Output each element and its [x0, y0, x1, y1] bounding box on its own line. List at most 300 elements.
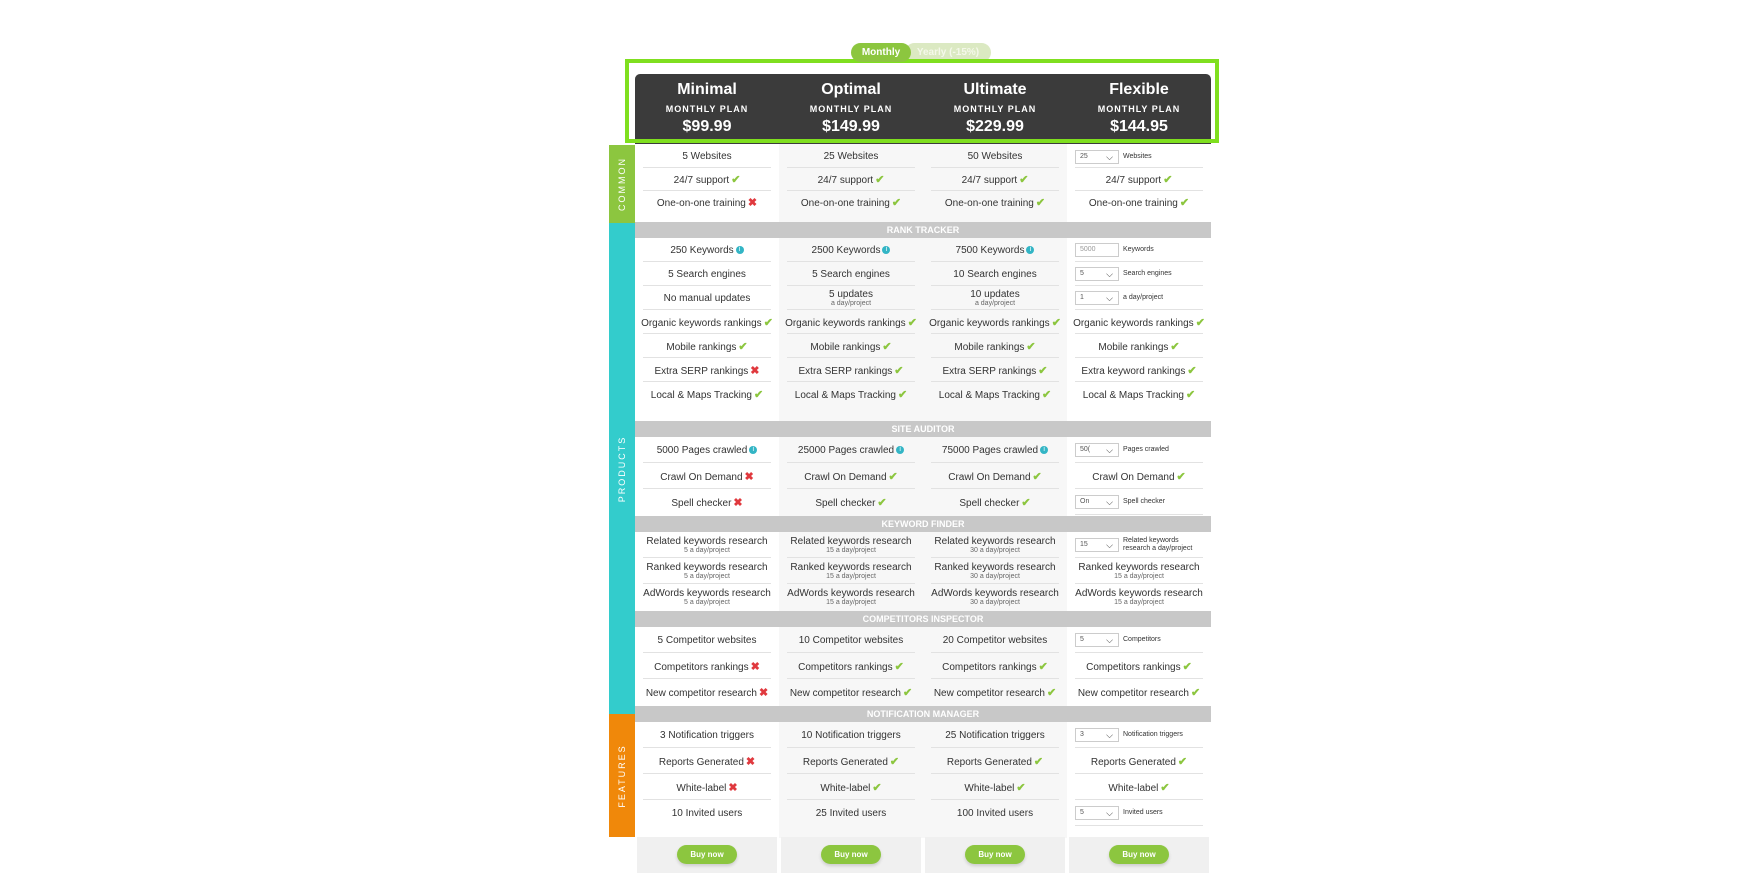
yearly-toggle[interactable]: Yearly (-15%) — [905, 43, 991, 62]
cell-keywords — [635, 238, 779, 262]
feature-text: White-label — [1108, 782, 1159, 794]
cell-local — [779, 382, 923, 406]
cell-new_research — [779, 679, 923, 705]
feature-text: 24/7 support — [961, 175, 1018, 186]
flexible-updates-select[interactable] — [1075, 291, 1119, 305]
cell-label — [674, 173, 741, 186]
cell-organic — [1067, 310, 1211, 334]
feature-text: 7500 Keywords — [955, 244, 1025, 256]
check-icon: ✔ — [1177, 755, 1188, 768]
check-icon: ✔ — [894, 364, 904, 377]
cell-label — [646, 536, 767, 547]
plan-period: MONTHLY PLAN — [809, 104, 893, 114]
plan-name: Minimal — [677, 81, 737, 98]
feature-subtext: 15 a day/project — [826, 572, 876, 580]
cell-spell — [635, 489, 779, 515]
cell-users — [779, 800, 923, 826]
cell-label — [1108, 781, 1169, 794]
chevron-down-icon: ⌵ — [1106, 808, 1113, 818]
feature-text: Related keywords research — [790, 535, 912, 547]
flexible-triggers-label: Notification triggers — [1123, 731, 1183, 738]
cell-users — [923, 800, 1067, 826]
feature-subtext: a day/project — [830, 299, 872, 307]
cross-icon: ✖ — [733, 496, 743, 509]
info-icon[interactable]: i — [736, 246, 744, 254]
feature-text: AdWords keywords research — [1075, 587, 1203, 599]
feature-text: Reports Generated — [1090, 756, 1176, 768]
cell-updates — [779, 286, 923, 310]
feature-text: One-on-one training — [800, 198, 890, 209]
feature-text: One-on-one training — [944, 198, 1034, 209]
cell-comp_rankings — [635, 653, 779, 679]
plan-price: $149.99 — [822, 118, 880, 135]
cell-adwords — [1067, 584, 1211, 610]
cell-mobile — [779, 334, 923, 358]
group-label: COMMON — [617, 157, 627, 211]
feature-text: 10 Invited users — [671, 807, 743, 819]
check-icon: ✔ — [1187, 364, 1197, 377]
feature-text: White-label — [820, 782, 871, 794]
cell-whitelabel — [635, 774, 779, 800]
feature-text: New competitor research — [1077, 687, 1189, 699]
group-products — [609, 223, 635, 714]
check-icon: ✔ — [753, 388, 764, 401]
info-icon[interactable]: i — [749, 446, 757, 454]
feature-text: Mobile rankings — [954, 341, 1025, 353]
feature-subtext: 30 a day/project — [970, 598, 1020, 606]
chevron-down-icon: ⌵ — [1106, 497, 1113, 507]
feature-text: Organic keywords rankings — [1073, 317, 1194, 329]
feature-text: Spell checker — [671, 497, 732, 509]
flexible-keywords-label: Keywords — [1123, 246, 1154, 253]
feature-text: White-label — [964, 782, 1015, 794]
cell-label — [939, 388, 1051, 401]
cell-label — [824, 151, 879, 162]
check-icon: ✔ — [897, 388, 908, 401]
row-divider — [1075, 825, 1203, 826]
check-icon: ✔ — [902, 686, 913, 699]
feature-text: 24/7 support — [817, 175, 874, 186]
cell-label — [1091, 755, 1187, 768]
cell-label — [785, 316, 917, 329]
cell-label — [659, 755, 755, 768]
cell-label — [787, 588, 915, 599]
info-icon[interactable]: i — [1040, 446, 1048, 454]
feature-text: Crawl On Demand — [660, 471, 743, 483]
cell-label — [801, 730, 901, 741]
feature-subtext: 5 a day/project — [684, 598, 730, 606]
cell-engines — [923, 262, 1067, 286]
cell-label — [934, 536, 1055, 547]
select-value: 3 — [1080, 731, 1084, 738]
cell-triggers — [635, 722, 779, 748]
feature-text: 10 updates — [970, 288, 1020, 300]
flexible-search_engines-select[interactable] — [1075, 267, 1119, 281]
feature-text: 5 updates — [829, 288, 873, 300]
check-icon: ✔ — [894, 660, 904, 673]
cell-adwords — [635, 584, 779, 610]
feature-text: Local & Maps Tracking — [794, 389, 896, 401]
cell-label — [818, 173, 885, 186]
cell-crawl — [779, 463, 923, 489]
feature-text: 10 Competitor websites — [798, 634, 904, 646]
cross-icon: ✖ — [728, 781, 738, 794]
flexible-users-select[interactable] — [1075, 806, 1119, 820]
section-header-keyword-finder: KEYWORD FINDER — [635, 516, 1211, 532]
check-icon: ✔ — [1016, 781, 1026, 794]
feature-text: New competitor research — [933, 687, 1045, 699]
cell-label — [943, 635, 1048, 646]
cell-new_research — [635, 679, 779, 705]
cell-local — [1067, 382, 1211, 406]
feature-text: 10 Notification triggers — [801, 729, 901, 741]
feature-text: 25 Notification triggers — [945, 729, 1045, 741]
info-icon[interactable]: i — [896, 446, 904, 454]
select-value: On — [1080, 498, 1090, 505]
cell-organic — [635, 310, 779, 334]
check-icon: ✔ — [1041, 388, 1052, 401]
cell-engines — [779, 262, 923, 286]
cell-serp — [1067, 358, 1211, 382]
feature-text: Crawl On Demand — [948, 471, 1031, 483]
select-value: 5 — [1080, 809, 1084, 816]
monthly-toggle[interactable]: Monthly — [851, 43, 911, 62]
cell-training — [923, 191, 1067, 214]
feature-subtext: a day/project — [974, 299, 1016, 307]
cell-websites — [923, 145, 1067, 168]
cell-label — [1075, 588, 1203, 599]
check-icon: ✔ — [1026, 340, 1036, 353]
check-icon: ✔ — [1021, 496, 1031, 509]
cell-label — [799, 635, 904, 646]
feature-text: Mobile rankings — [810, 341, 881, 353]
check-icon: ✔ — [872, 781, 882, 794]
feature-text: 5 Search engines — [668, 268, 746, 280]
cell-new_research — [923, 679, 1067, 705]
cell-label — [942, 660, 1048, 673]
feature-text: Crawl On Demand — [804, 471, 887, 483]
feature-text: Competitors rankings — [1086, 661, 1181, 673]
feature-text: Organic keywords rankings — [929, 317, 1050, 329]
cell-label — [790, 562, 911, 573]
feature-text: 20 Competitor websites — [942, 634, 1048, 646]
cell-label — [795, 388, 907, 401]
cell-label — [666, 340, 747, 353]
feature-text: Competitors rankings — [798, 661, 893, 673]
cell-label — [962, 173, 1029, 186]
feature-text: White-label — [676, 782, 727, 794]
buy-now-button[interactable]: Buy now — [821, 845, 881, 864]
flexible-keywords-input[interactable]: 5000 — [1075, 243, 1119, 257]
label-line: research a day/project — [1123, 545, 1193, 552]
feature-text: Spell checker — [959, 497, 1020, 509]
feature-text: Competitors rankings — [942, 661, 1037, 673]
cell-support — [923, 168, 1067, 191]
cell-label — [790, 536, 911, 547]
cell-training — [1067, 191, 1211, 214]
feature-subtext: 5 a day/project — [684, 572, 730, 580]
cell-label — [954, 340, 1035, 353]
info-icon[interactable]: i — [882, 246, 890, 254]
cell-label — [803, 755, 899, 768]
check-icon: ✔ — [763, 316, 773, 329]
cell-support — [1067, 168, 1211, 191]
cell-label — [1089, 196, 1189, 209]
cell-serp — [923, 358, 1067, 382]
cell-label — [968, 151, 1023, 162]
buy-now-button[interactable]: Buy now — [1109, 845, 1169, 864]
cell-label — [670, 245, 743, 256]
feature-text: Competitors rankings — [654, 661, 749, 673]
select-value: 50( — [1080, 446, 1091, 453]
cell-flexible-competitors — [1067, 627, 1211, 653]
feature-text: 25000 Pages crawled — [797, 444, 895, 456]
cell-triggers — [779, 722, 923, 748]
cell-label — [1086, 660, 1192, 673]
cell-support — [635, 168, 779, 191]
cell-label — [1073, 316, 1205, 329]
cell-websites — [779, 145, 923, 168]
chevron-down-icon: ⌵ — [1106, 635, 1113, 645]
feature-text: One-on-one training — [656, 198, 746, 209]
cell-label — [804, 470, 897, 483]
flexible-pages-select[interactable] — [1075, 443, 1119, 457]
cell-label — [945, 730, 1045, 741]
plan-price: $99.99 — [682, 118, 732, 135]
buy-now-button[interactable]: Buy now — [965, 845, 1025, 864]
cell-label — [957, 808, 1033, 819]
cell-label — [829, 289, 873, 300]
cell-label — [641, 316, 773, 329]
flexible-pages-control — [1075, 443, 1203, 457]
cell-label — [657, 196, 757, 209]
cell-mobile — [1067, 334, 1211, 358]
flexible-websites-control — [1075, 150, 1203, 164]
cross-icon: ✖ — [744, 470, 754, 483]
cell-label — [1106, 173, 1173, 186]
cell-ranked — [1067, 558, 1211, 584]
flexible-triggers-control — [1075, 728, 1203, 742]
cell-serp — [635, 358, 779, 382]
cell-related — [635, 532, 779, 558]
flexible-competitors-control — [1075, 633, 1203, 647]
flexible-competitors-label: Competitors — [1123, 636, 1161, 643]
feature-text: Extra SERP rankings — [654, 365, 749, 377]
cell-adwords — [923, 584, 1067, 610]
feature-text: Ranked keywords research — [934, 561, 1056, 573]
cell-whitelabel — [923, 774, 1067, 800]
cell-mobile — [923, 334, 1067, 358]
feature-subtext: 15 a day/project — [1114, 572, 1164, 580]
cell-label — [942, 445, 1048, 456]
chevron-down-icon: ⌵ — [1106, 540, 1113, 550]
plan-period: MONTHLY PLAN — [953, 104, 1037, 114]
cell-label — [799, 364, 904, 377]
cell-label — [643, 588, 771, 599]
cell-label — [660, 470, 753, 483]
cell-label — [790, 686, 912, 699]
check-icon: ✔ — [1033, 755, 1044, 768]
cell-label — [676, 781, 737, 794]
feature-text: 2500 Keywords — [811, 244, 881, 256]
cell-label — [1098, 340, 1179, 353]
flexible-search_engines-control — [1075, 267, 1203, 281]
flexible-triggers-select[interactable] — [1075, 728, 1119, 742]
cell-organic — [923, 310, 1067, 334]
flexible-updates-control — [1075, 291, 1203, 305]
feature-text: One-on-one training — [1088, 198, 1178, 209]
feature-text: Extra SERP rankings — [798, 365, 893, 377]
cell-label — [798, 660, 904, 673]
cell-pages — [779, 437, 923, 463]
cell-label — [956, 245, 1035, 256]
feature-subtext: 30 a day/project — [970, 572, 1020, 580]
check-icon: ✔ — [877, 496, 887, 509]
chevron-down-icon: ⌵ — [1106, 269, 1113, 279]
cell-ranked — [923, 558, 1067, 584]
cell-label — [646, 562, 767, 573]
cell-flexible-websites — [1067, 145, 1211, 168]
flexible-competitors-select[interactable] — [1075, 633, 1119, 647]
group-common — [609, 145, 635, 223]
flexible-related-select[interactable] — [1075, 538, 1119, 552]
cross-icon: ✖ — [758, 686, 769, 699]
cell-flexible-pages — [1067, 437, 1211, 463]
group-features — [609, 714, 635, 837]
feature-subtext: 15 a day/project — [1114, 598, 1164, 606]
cell-label — [651, 388, 763, 401]
cell-support — [779, 168, 923, 191]
cell-label — [801, 196, 901, 209]
cross-icon: ✖ — [747, 197, 758, 209]
cross-icon: ✖ — [750, 660, 760, 673]
feature-text: Extra keyword rankings — [1081, 365, 1186, 377]
cell-label — [671, 496, 742, 509]
cell-label — [953, 269, 1036, 280]
cell-organic — [779, 310, 923, 334]
cell-label — [1081, 364, 1196, 377]
check-icon: ✔ — [1160, 781, 1170, 794]
cell-label — [810, 340, 891, 353]
flexible-search_engines-label: Search engines — [1123, 270, 1172, 277]
feature-text: Spell checker — [815, 497, 876, 509]
check-icon: ✔ — [1051, 316, 1061, 329]
cell-crawl — [923, 463, 1067, 489]
feature-text: Ranked keywords research — [646, 561, 768, 573]
check-icon: ✔ — [888, 470, 898, 483]
cell-websites — [635, 145, 779, 168]
cell-label — [668, 269, 746, 280]
plan-period: MONTHLY PLAN — [1097, 104, 1181, 114]
cell-label — [664, 293, 751, 304]
feature-text: Organic keywords rankings — [785, 317, 906, 329]
cell-reports — [923, 748, 1067, 774]
cell-label — [964, 781, 1025, 794]
select-value: 5 — [1080, 636, 1084, 643]
cell-related — [923, 532, 1067, 558]
cell-engines — [635, 262, 779, 286]
flexible-spell-select[interactable] — [1075, 495, 1119, 509]
flexible-websites-select[interactable] — [1075, 150, 1119, 164]
feature-text: 75000 Pages crawled — [941, 444, 1039, 456]
feature-text: New competitor research — [645, 687, 757, 699]
feature-text: 5000 Pages crawled — [656, 444, 748, 456]
check-icon: ✔ — [907, 316, 917, 329]
feature-text: Crawl On Demand — [1092, 471, 1175, 483]
cell-updates — [635, 286, 779, 310]
cross-icon: ✖ — [745, 755, 756, 768]
cell-label — [970, 289, 1020, 300]
feature-text: Mobile rankings — [1098, 341, 1169, 353]
check-icon: ✔ — [875, 174, 885, 186]
cell-comp_rankings — [1067, 653, 1211, 679]
cell-label — [1092, 470, 1185, 483]
feature-text: New competitor research — [789, 687, 901, 699]
cell-related — [779, 532, 923, 558]
cell-competitor_sites — [635, 627, 779, 653]
cell-ranked — [779, 558, 923, 584]
cell-new_research — [1067, 679, 1211, 705]
feature-text: 24/7 support — [673, 175, 730, 186]
flexible-spell-label: Spell checker — [1123, 498, 1166, 505]
buy-now-button[interactable]: Buy now — [677, 845, 737, 864]
cell-pages — [635, 437, 779, 463]
cell-label — [934, 686, 1056, 699]
flexible-spell-control — [1075, 495, 1203, 509]
check-icon: ✔ — [731, 174, 741, 186]
cell-flexible-users — [1067, 800, 1211, 826]
plan-name: Optimal — [821, 81, 881, 98]
flexible-related-label — [1123, 537, 1192, 553]
cell-label — [812, 269, 890, 280]
feature-text: Ranked keywords research — [790, 561, 912, 573]
cell-label — [816, 808, 887, 819]
cell-training — [635, 191, 779, 214]
cell-reports — [635, 748, 779, 774]
check-icon: ✔ — [1185, 388, 1196, 401]
cell-label — [1078, 686, 1200, 699]
plan-name: Flexible — [1109, 81, 1169, 98]
cell-label — [948, 470, 1041, 483]
feature-text: Reports Generated — [658, 756, 744, 768]
cell-label — [657, 445, 758, 456]
cell-whitelabel — [779, 774, 923, 800]
chevron-down-icon: ⌵ — [1106, 293, 1113, 303]
cell-crawl — [635, 463, 779, 489]
feature-text: Ranked keywords research — [1078, 561, 1200, 573]
info-icon[interactable]: i — [1026, 246, 1034, 254]
cell-label — [947, 755, 1043, 768]
feature-subtext: 15 a day/project — [826, 598, 876, 606]
cell-label — [959, 496, 1030, 509]
cell-label — [945, 196, 1045, 209]
check-icon: ✔ — [889, 755, 900, 768]
cell-label — [820, 781, 881, 794]
check-icon: ✔ — [1038, 364, 1048, 377]
cell-flexible-keywords — [1067, 238, 1211, 262]
cell-competitor_sites — [923, 627, 1067, 653]
chevron-down-icon: ⌵ — [1106, 445, 1113, 455]
check-icon: ✔ — [1170, 340, 1180, 353]
label-line: Related keywords — [1123, 537, 1179, 544]
cell-reports — [1067, 748, 1211, 774]
check-icon: ✔ — [738, 340, 748, 353]
cell-label — [812, 245, 891, 256]
cell-spell — [779, 489, 923, 515]
feature-subtext: 5 a day/project — [684, 546, 730, 554]
cell-triggers — [923, 722, 1067, 748]
cell-label — [658, 635, 757, 646]
